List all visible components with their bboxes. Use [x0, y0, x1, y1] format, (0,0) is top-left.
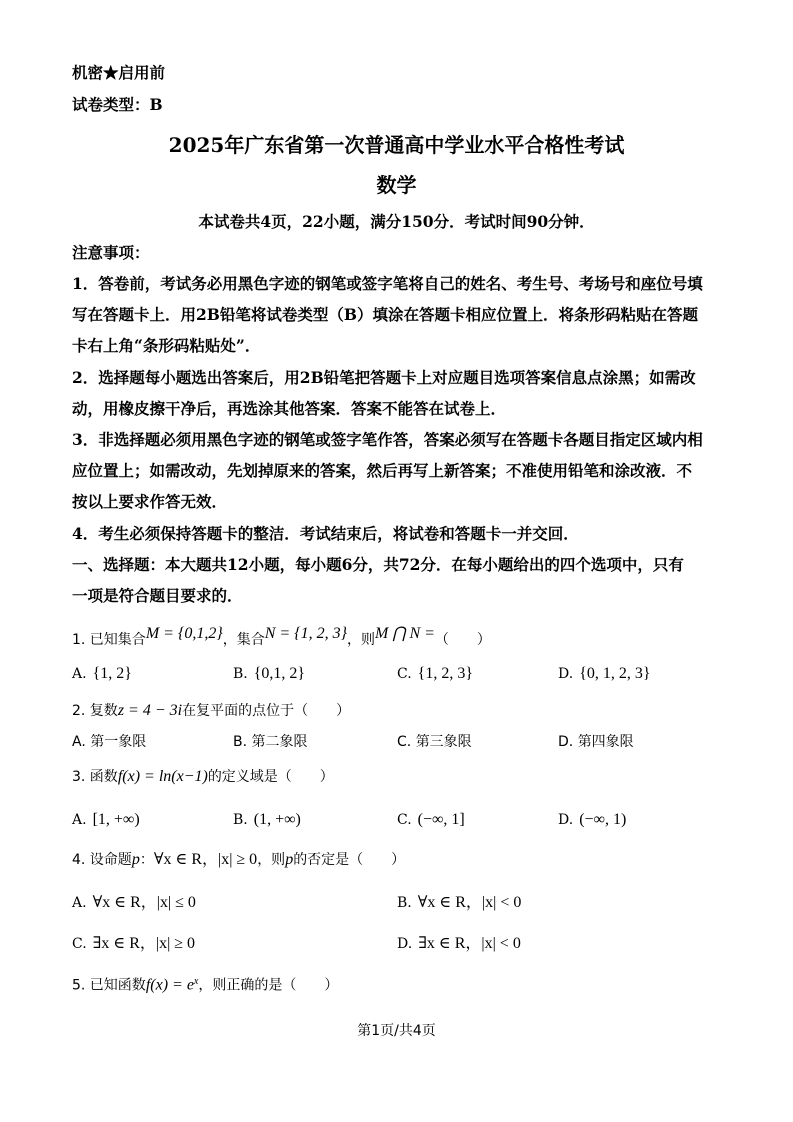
q-text: 的定义域是（ ） [207, 769, 334, 785]
notice-line: 卡右上角“条形码粘贴处”． [72, 336, 261, 355]
notice-line: 4．考生必须保持答题卡的整洁．考试结束后，将试卷和答题卡一并交回． [72, 524, 579, 543]
option-value: 第四象限 [577, 734, 634, 750]
option-d [397, 936, 521, 952]
question-1 [72, 626, 491, 647]
option-key: A. [72, 734, 86, 750]
option-d [558, 735, 634, 749]
q-text: 4. 设命题 [72, 852, 132, 868]
option-c [397, 666, 473, 682]
q-text: 3. 函数 [72, 769, 118, 785]
option-key: B. [397, 895, 412, 911]
q-math: ∀x ∈ R，|x| ≥ 0 [153, 851, 258, 868]
option-value: ∃x ∈ R，|x| < 0 [418, 935, 521, 952]
option-a [72, 895, 196, 911]
section-heading: 一、选择题：本大题共12小题，每小题6分，共72分．在每小题给出的四个选项中，只有 [72, 555, 684, 574]
question-4 [72, 852, 405, 868]
option-key: C. [397, 734, 412, 750]
option-key: A. [72, 666, 87, 682]
q-math: p [285, 851, 294, 868]
notice-line: 动，用橡皮擦干净后，再选涂其他答案．答案不能答在试卷上． [72, 399, 507, 418]
notice-line: 1．答卷前，考试务必用黑色字迹的钢笔或签字笔将自己的姓名、考生号、考场号和座位号填 [72, 274, 703, 293]
option-c [72, 936, 195, 952]
option-d [558, 812, 626, 828]
notice-line: 按以上要求作答无效． [72, 492, 228, 511]
option-key: D. [558, 812, 574, 828]
option-key: A. [72, 812, 87, 828]
q-text: 在复平面的点位于（ ） [182, 703, 351, 719]
option-value: 第三象限 [415, 734, 472, 750]
question-5 [72, 977, 338, 994]
option-a [72, 666, 132, 682]
option-value: ∀x ∈ R，|x| ≤ 0 [92, 894, 196, 911]
q-math: M = {0,1,2} [145, 625, 223, 642]
option-key: C. [397, 812, 412, 828]
subject-title: 数学 [376, 173, 417, 197]
option-d [558, 666, 651, 682]
option-c [397, 735, 472, 749]
option-value: 第一象限 [90, 734, 147, 750]
q-math: M ⋂ N = [375, 625, 435, 642]
option-value: ∃x ∈ R，|x| ≥ 0 [92, 935, 196, 952]
q-text: （ ） [434, 632, 491, 648]
option-key: D. [397, 936, 413, 952]
q-text: ，集合 [222, 632, 265, 648]
option-value: 第二象限 [251, 734, 308, 750]
option-key: C. [397, 666, 412, 682]
confidential-label: 机密★启用前 [72, 63, 166, 82]
paper-type: 试卷类型：B [72, 95, 163, 114]
option-b [233, 666, 305, 682]
q-math-exponent: x [193, 976, 199, 987]
q-text: ： [139, 852, 154, 868]
question-2 [72, 703, 350, 719]
option-value: ∀x ∈ R，|x| < 0 [417, 894, 522, 911]
option-b [397, 895, 521, 911]
q-math: f(x) = ln(x−1) [117, 768, 208, 785]
q-math: f(x) = e [145, 976, 194, 994]
option-c [397, 812, 465, 828]
q-text: 5. 已知函数 [72, 977, 146, 994]
option-value: {0, 1, 2, 3} [579, 665, 651, 682]
option-key: C. [72, 936, 87, 952]
option-value: [1, +∞) [92, 811, 140, 828]
q-math: z = 4 − 3i [117, 702, 183, 719]
q-text: 2. 复数 [72, 703, 118, 719]
option-value: (−∞, 1) [579, 811, 627, 828]
q-text: 的否定是（ ） [293, 852, 406, 868]
option-a [72, 812, 140, 828]
option-key: D. [558, 666, 574, 682]
q-text: ，则 [347, 632, 375, 648]
notice-heading: 注意事项： [72, 243, 150, 262]
notice-line: 写在答题卡上．用2B铅笔将试卷类型（B）填涂在答题卡相应位置上．将条形码粘贴在答题 [72, 305, 698, 324]
q-math: N = {1, 2, 3} [264, 625, 347, 642]
page-footer: 第1页/共4页 [357, 1023, 436, 1039]
option-key: D. [558, 734, 574, 750]
q-text: 1. 已知集合 [72, 632, 146, 648]
section-heading: 一项是符合题目要求的． [72, 586, 243, 605]
q-math: p [131, 851, 140, 868]
notice-line: 3．非选择题必须用黑色字迹的钢笔或签字笔作答，答案必须写在答题卡各题目指定区域内相 [72, 430, 703, 449]
notice-line: 应位置上；如需改动，先划掉原来的答案，然后再写上新答案；不准使用铅笔和涂改液．不 [72, 461, 693, 480]
option-b [233, 735, 308, 749]
option-a [72, 735, 146, 749]
option-key: B. [233, 734, 248, 750]
exam-title: 2025年广东省第一次普通高中学业水平合格性考试 [168, 133, 625, 157]
option-value: {0,1, 2} [253, 665, 306, 682]
option-key: A. [72, 895, 87, 911]
option-b [233, 812, 301, 828]
option-value: (−∞, 1] [417, 811, 465, 828]
option-value: {1, 2} [92, 665, 132, 682]
question-3 [72, 769, 334, 785]
q-text: ，则正确的是（ ） [198, 977, 339, 994]
option-value: (1, +∞) [253, 811, 301, 828]
q-text: ，则 [257, 852, 286, 868]
option-value: {1, 2, 3} [417, 665, 474, 682]
exam-info: 本试卷共4页，22小题，满分150分．考试时间90分钟． [198, 212, 595, 231]
option-key: B. [233, 812, 248, 828]
option-key: B. [233, 666, 248, 682]
notice-line: 2．选择题每小题选出答案后，用2B铅笔把答题卡上对应题目选项答案信息点涂黑；如需改 [72, 368, 696, 387]
